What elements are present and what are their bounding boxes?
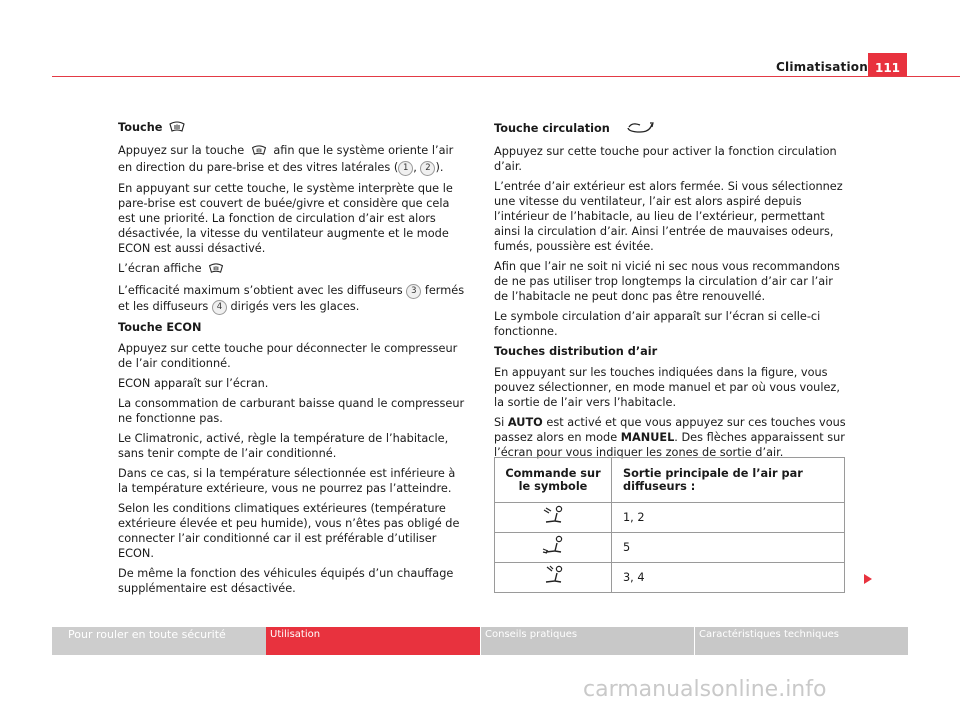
paragraph: Le Climatronic, activé, règle la température de l’habitacle, sans tenir compte de l’air conditionné. (118, 432, 449, 460)
paragraph: La consommation de carburant baisse quand le compresseur ne fonctionne pas. (118, 397, 465, 425)
paragraph: Le symbole circulation d’air apparaît sur l’écran si celle-ci fonctionne. (494, 310, 821, 338)
section-title: Climatisation (776, 60, 868, 74)
heading-recirculation-label: Touche circulation (494, 122, 610, 135)
manuel-label: MANUEL (620, 431, 675, 444)
table-row (495, 533, 845, 563)
header-rule (52, 76, 960, 77)
table-cell-value: 3, 4 (612, 563, 845, 593)
text: fermés et les diffuseurs (118, 284, 465, 313)
table-header-output: Sortie principale de l’air par diffuseurs : (612, 458, 845, 503)
paragraph: Selon les conditions climatiques extérieures (température extérieure élevée et peu humide), vous n’êtes pas obligé de connecter l’air conditionné car il est préférable d’utiliser ECON. (118, 502, 460, 560)
text: dirigés vers les glaces. (230, 300, 360, 313)
left-column (118, 120, 466, 601)
page-number: 111 (868, 53, 907, 77)
text: L’efficacité maximum s’obtient avec les diffuseurs (118, 284, 403, 297)
defrost-icon (208, 262, 224, 278)
paragraph-efficiency (118, 283, 466, 315)
text: Si (494, 416, 505, 429)
paragraph: En appuyant sur les touches indiquées dans la figure, vous pouvez sélectionner, en mode manuel et par où vous voulez, la sortie de l’air vers l’habitacle. (494, 366, 840, 409)
table-cell-value: 1, 2 (612, 503, 845, 533)
paragraph: En appuyant sur cette touche, le système interprète que le pare-brise est couvert de buée/givre et considère que cela est une priorité. La fonction de circulation d’air est alors désactivée, la vitesse du ventilateur augmente et le mode ECON est aussi désactivé. (118, 182, 453, 255)
text: ). (435, 161, 444, 174)
paragraph: Appuyez sur cette touche pour activer la fonction circulation d’air. (494, 145, 837, 173)
footer-nav (52, 627, 908, 655)
heading-defrost (118, 120, 466, 137)
seat-windshield-icon (495, 563, 612, 593)
paragraph-auto (494, 415, 846, 460)
text: . Des flèches apparaissent sur l’écran pour vous indiquer les zones de sortie d’air. (494, 431, 845, 459)
callout-1: 1 (398, 161, 413, 176)
defrost-icon (251, 144, 267, 160)
paragraph-defrost (118, 143, 466, 176)
page-header (0, 0, 960, 80)
seat-lower-icon (495, 533, 612, 563)
recirculation-icon (626, 120, 654, 138)
paragraph-display (118, 261, 466, 278)
tab-caracteristiques[interactable]: Caractéristiques techniques (694, 627, 908, 655)
paragraph: Afin que l’air ne soit ni vicié ni sec nous vous recommandons de ne pas utiliser trop longtemps la circulation d’air car l’air de l’habitacle ne peut donc pas être renouvellé. (494, 260, 840, 303)
callout-2: 2 (420, 161, 435, 176)
defrost-icon (169, 120, 185, 137)
text: afin que le système oriente l’air en direction du pare-brise et des vitres latérales ( (118, 144, 454, 174)
paragraph: L’entrée d’air extérieur est alors fermée. Si vous sélectionnez une vitesse du ventilateur, l’air est alors aspiré depuis l’intérieur de l’habitacle, au lieu de l’extérieur, permettant ainsi la circulation d’air. Ainsi l’entrée de mauvaises odeurs, fumés, poussière est évitée. (494, 180, 843, 253)
callout-4: 4 (212, 300, 227, 315)
text: est activé et que vous appuyez sur ces touches vous passez alors en mode (494, 416, 846, 444)
tab-safety[interactable]: Pour rouler en toute sécurité (52, 627, 266, 655)
heading-distribution: Touches distribution d’air (494, 345, 658, 358)
auto-label: AUTO (507, 416, 543, 429)
table-row (495, 563, 845, 593)
heading-recirculation (494, 120, 846, 138)
right-column (494, 120, 846, 465)
text: , (413, 161, 417, 174)
paragraph: De même la fonction des véhicules équipés d’un chauffage supplémentaire est désactivée. (118, 567, 454, 595)
table-header-row (495, 458, 845, 503)
continue-arrow-icon (864, 574, 872, 584)
text: L’écran affiche (118, 262, 202, 275)
distribution-table (494, 457, 845, 593)
heading-defrost-label: Touche (118, 121, 163, 134)
heading-econ: Touche ECON (118, 321, 202, 334)
table-header-symbol: Commande sur le symbole (495, 458, 612, 503)
tab-conseils[interactable]: Conseils pratiques (480, 627, 694, 655)
table-row (495, 503, 845, 533)
text: Appuyez sur la touche (118, 144, 245, 157)
callout-3: 3 (406, 284, 421, 299)
table-cell-value: 5 (612, 533, 845, 563)
seat-upper-icon (495, 503, 612, 533)
paragraph: ECON apparaît sur l’écran. (118, 377, 269, 390)
paragraph: Appuyez sur cette touche pour déconnecter le compresseur de l’air conditionné. (118, 342, 458, 370)
paragraph: Dans ce cas, si la température sélectionnée est inférieure à la température extérieure, vous ne pourrez pas l’atteindre. (118, 467, 456, 495)
tab-utilisation[interactable]: Utilisation (266, 627, 480, 655)
watermark: carmanualsonline.info (583, 677, 827, 702)
